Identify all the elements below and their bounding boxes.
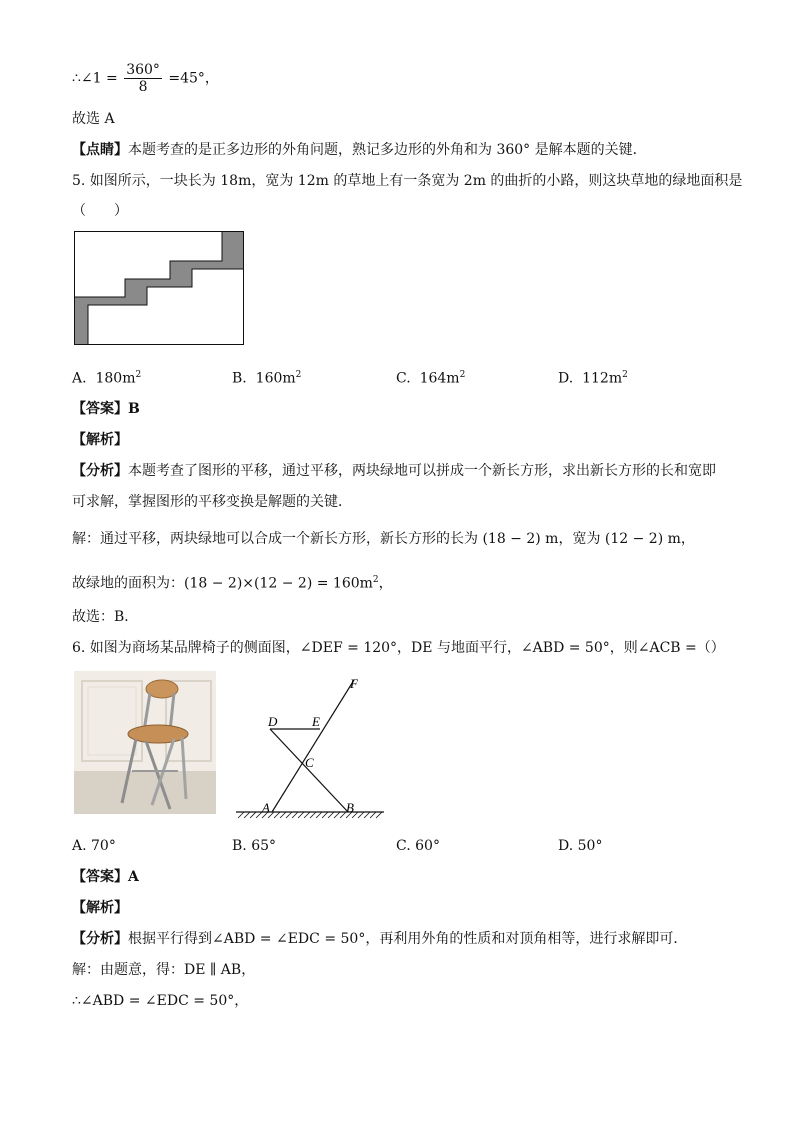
solution-suffix: ，: [378, 575, 393, 592]
fraction: [124, 62, 162, 95]
q5-analysis-title: 【解析】: [72, 432, 128, 448]
fraction-denominator: 8: [138, 79, 148, 95]
remark-tag: 【点睛】: [72, 142, 128, 158]
remark-text: 本题考查的是正多边形的外角问题，熟记多边形的外角和为 360° 是解本题的关键．: [128, 142, 647, 158]
analysis-text: 根据平行得到∠ABD = ∠EDC = 50°，再利用外角的性质和对顶角相等，进行求解即可．: [128, 931, 688, 947]
option-sup: 2: [135, 370, 142, 380]
option-letter: A.: [72, 838, 87, 854]
q5-solution-line3: 故选：B．: [72, 609, 139, 625]
angle-prefix: ∴∠1 =: [72, 70, 118, 87]
q5-answer: 【答案】B: [72, 401, 140, 417]
q5-analysis-line1: [72, 461, 716, 481]
q6-stem: 6. 如图为商场某品牌椅子的侧面图，∠DEF = 120°，DE 与地面平行，∠ABD = 50°，则∠ACB =（）: [72, 640, 725, 656]
option-value: 50°: [577, 838, 603, 854]
option-letter: D.: [558, 370, 574, 387]
solution-sup: 2: [372, 575, 379, 585]
q5-figure: [74, 231, 246, 347]
label-f: F: [350, 676, 358, 691]
q5-option-a: [72, 365, 141, 389]
label-d: D: [268, 714, 278, 729]
analysis-tag: 【分析】: [72, 931, 128, 947]
q6-option-c: [396, 836, 440, 856]
option-letter: B.: [232, 370, 247, 387]
q5-solution-line2: [72, 570, 393, 594]
label-a: A: [262, 800, 270, 815]
q5-option-b: [232, 365, 301, 389]
choose-line: 故选 A: [72, 111, 115, 127]
q6-option-d: [558, 836, 602, 856]
analysis-tag: 【分析】: [72, 463, 128, 479]
option-sup: 2: [622, 370, 628, 380]
q5-option-d: [558, 365, 628, 389]
option-letter: C.: [396, 370, 411, 387]
option-value: 112m: [582, 370, 623, 387]
option-letter: D.: [558, 838, 574, 854]
line-db: [270, 729, 348, 812]
q6-option-b: [232, 836, 276, 856]
chair-image: [74, 671, 216, 814]
q5-stem: 5. 如图所示，一块长为 18m，宽为 12m 的草地上有一条宽为 2m 的曲折的小路，则这块草地的绿地面积是: [72, 173, 743, 189]
option-letter: A.: [72, 370, 87, 387]
q6-answer: 【答案】A: [72, 869, 139, 885]
option-value: 180m: [95, 370, 136, 387]
q6-analysis-title: 【解析】: [72, 900, 128, 916]
option-value: 65°: [251, 838, 277, 854]
angle-suffix: =45°，: [168, 70, 219, 87]
q6-geometry-figure: [232, 672, 388, 824]
option-value: 160m: [255, 370, 296, 387]
q5-paren: （ ）: [72, 203, 128, 219]
q6-analysis-line1: [72, 929, 687, 949]
q5-solution-line1: 解：通过平移，两块绿地可以合成一个新长方形，新长方形的长为 (18 − 2) m，宽为 (12 − 2) m，: [72, 531, 695, 547]
q6-option-a: [72, 836, 116, 856]
q5-analysis-line2: 可求解，掌握图形的平移变换是解题的关键．: [72, 494, 352, 510]
option-value: 164m: [419, 370, 460, 387]
option-letter: B.: [232, 838, 247, 854]
option-sup: 2: [295, 370, 302, 380]
option-sup: 2: [459, 370, 466, 380]
analysis-text: 本题考查了图形的平移，通过平移，两块绿地可以拼成一个新长方形，求出新长方形的长和宽即: [128, 463, 716, 479]
solution-text: 故绿地的面积为：(18 − 2)×(12 − 2) = 160m: [72, 575, 373, 592]
answer-line-angle: [72, 62, 219, 95]
label-e: E: [312, 714, 320, 729]
fraction-numerator: 360°: [126, 62, 160, 78]
option-letter: C.: [396, 838, 411, 854]
option-value: 60°: [415, 838, 440, 854]
chair-photo: [74, 671, 216, 814]
q6-solution-line2: ∴∠ABD = ∠EDC = 50°，: [72, 993, 249, 1009]
field-rect: [75, 232, 244, 345]
q5-option-c: [396, 365, 465, 389]
q6-solution-line1: 解：由题意，得：DE ∥ AB，: [72, 962, 256, 978]
line-af: [272, 680, 354, 812]
remark-line: [72, 140, 647, 160]
label-b: B: [346, 800, 354, 815]
option-value: 70°: [91, 838, 116, 854]
label-c: C: [305, 755, 314, 770]
ground-hatch: [238, 812, 382, 818]
